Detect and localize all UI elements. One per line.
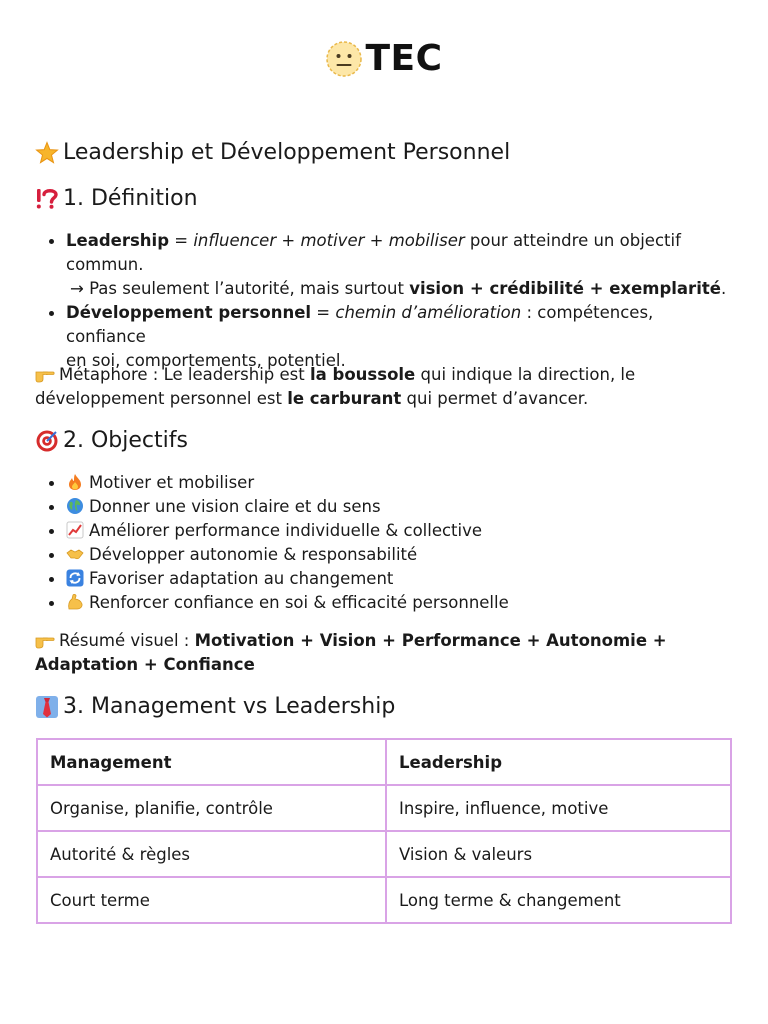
dev-perso-def: chemin d’amélioration bbox=[335, 303, 522, 322]
table-header-cell: Management bbox=[37, 739, 386, 785]
list-item bbox=[48, 591, 738, 615]
flexed-biceps-icon bbox=[66, 593, 84, 611]
objective-label: Motiver et mobiliser bbox=[89, 473, 255, 492]
table-header-row bbox=[37, 739, 731, 785]
cycle-arrows-icon bbox=[66, 569, 84, 587]
objective-label: Favoriser adaptation au changement bbox=[89, 569, 394, 588]
leadership-note-bold: vision + crédibilité + exemplarité bbox=[409, 279, 721, 298]
summary-bold-1: Motivation + Vision + Performance + Autonomie + bbox=[194, 631, 667, 650]
list-item bbox=[48, 567, 738, 591]
list-item bbox=[48, 543, 738, 567]
list-item bbox=[48, 471, 738, 495]
section-3-heading bbox=[35, 694, 395, 719]
document-title bbox=[0, 38, 768, 79]
section-1-title: 1. Définition bbox=[63, 186, 198, 211]
target-icon bbox=[35, 429, 59, 453]
list-item bbox=[48, 229, 738, 301]
table-cell: Autorité & règles bbox=[37, 831, 386, 877]
table-cell: Organise, planifie, contrôle bbox=[37, 785, 386, 831]
metaphor-text-3: développement personnel est bbox=[35, 389, 288, 408]
glowing-star-icon bbox=[35, 141, 59, 165]
objective-label: Renforcer confiance en soi & efficacité personnelle bbox=[89, 593, 509, 612]
section-2-title: 2. Objectifs bbox=[63, 428, 188, 453]
metaphor-paragraph bbox=[35, 363, 735, 411]
summary-paragraph bbox=[35, 629, 735, 677]
summary-bold-2: Adaptation + Confiance bbox=[35, 655, 255, 674]
plus-sign: + bbox=[364, 231, 389, 250]
equals-sign: = bbox=[311, 303, 336, 322]
table-row bbox=[37, 831, 731, 877]
objective-label: Améliorer performance individuelle & collective bbox=[89, 521, 483, 540]
definition-list bbox=[48, 229, 738, 373]
table-cell: Court terme bbox=[37, 877, 386, 923]
plus-sign: + bbox=[276, 231, 301, 250]
table-row bbox=[37, 785, 731, 831]
verb-influencer: influencer bbox=[193, 231, 277, 250]
document-title-text: TEC bbox=[365, 38, 443, 79]
handshake-icon bbox=[66, 545, 84, 563]
pointing-hand-icon bbox=[35, 365, 55, 383]
section-1-heading bbox=[35, 186, 198, 211]
table-cell: Long terme & changement bbox=[386, 877, 731, 923]
necktie-icon bbox=[35, 695, 59, 719]
main-heading-text: Leadership et Développement Personnel bbox=[63, 140, 511, 165]
pointing-hand-icon bbox=[35, 631, 55, 649]
neutral-face-icon bbox=[325, 40, 363, 78]
leadership-def-rest: pour atteindre un objectif bbox=[464, 231, 681, 250]
dev-perso-term: Développement personnel bbox=[66, 303, 312, 322]
metaphor-text-2: qui indique la direction, le bbox=[415, 365, 636, 384]
leadership-note-end: . bbox=[720, 279, 727, 298]
verb-mobiliser: mobiliser bbox=[388, 231, 465, 250]
list-item bbox=[48, 495, 738, 519]
section-2-heading bbox=[35, 428, 188, 453]
verb-motiver: motiver bbox=[300, 231, 365, 250]
equals-sign: = bbox=[169, 231, 194, 250]
metaphor-text-4: qui permet d’avancer. bbox=[401, 389, 589, 408]
metaphor-bold-1: la boussole bbox=[310, 365, 416, 384]
chart-up-icon bbox=[66, 521, 84, 539]
dev-perso-rest-2: en soi, comportements, potentiel. bbox=[66, 351, 346, 370]
leadership-term: Leadership bbox=[66, 231, 170, 250]
leadership-note bbox=[66, 277, 738, 301]
leadership-def-rest-2: commun. bbox=[66, 255, 144, 274]
dev-perso-rest: : compétences, confiance bbox=[66, 303, 654, 346]
table-row bbox=[37, 877, 731, 923]
metaphor-bold-2: le carburant bbox=[287, 389, 402, 408]
list-item bbox=[48, 519, 738, 543]
metaphor-text-1: Métaphore : Le leadership est bbox=[59, 365, 310, 384]
section-3-title: 3. Management vs Leadership bbox=[63, 694, 396, 719]
table-cell: Vision & valeurs bbox=[386, 831, 731, 877]
objective-label: Développer autonomie & responsabilité bbox=[89, 545, 418, 564]
summary-label: Résumé visuel : bbox=[59, 631, 195, 650]
leadership-note-text: → Pas seulement l’autorité, mais surtout bbox=[70, 279, 410, 298]
main-heading bbox=[35, 140, 510, 165]
fire-icon bbox=[66, 473, 84, 491]
table-cell: Inspire, influence, motive bbox=[386, 785, 731, 831]
objectives-list bbox=[48, 471, 738, 615]
table-header-cell: Leadership bbox=[386, 739, 731, 785]
comparison-table bbox=[36, 738, 732, 924]
objective-label: Donner une vision claire et du sens bbox=[89, 497, 381, 516]
exclamation-question-icon bbox=[35, 187, 59, 211]
globe-icon bbox=[66, 497, 84, 515]
